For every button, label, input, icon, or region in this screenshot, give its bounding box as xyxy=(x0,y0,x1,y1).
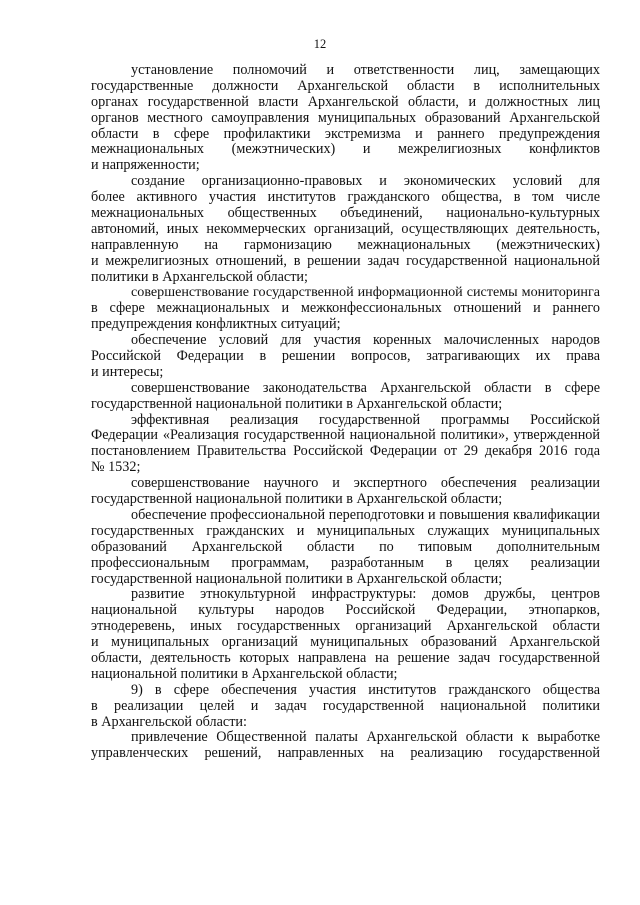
text-line: политики в Архангельской области; xyxy=(91,268,308,285)
paragraph xyxy=(91,413,600,477)
text-line: и интересы; xyxy=(91,363,164,380)
text-line: государственной национальной политики в Архангельской области; xyxy=(91,491,503,508)
text-line: Федерации «Реализация государственной национальной политики», утвержденной xyxy=(91,427,600,444)
text-line: 9) в сфере обеспечения участия институтов гражданского общества xyxy=(131,681,600,698)
text-line: в Архангельской области: xyxy=(91,713,247,730)
text-line: государственной национальной политики в Архангельской области; xyxy=(91,570,503,587)
text-line: постановлением Правительства Российской Федерации от 29 декабря 2016 года xyxy=(91,443,600,460)
text-line: направленную на гармонизацию межнациональных (межэтнических) xyxy=(91,236,600,253)
body-text xyxy=(91,63,600,762)
text-line: управленческих решений, направленных на реализацию государственной xyxy=(91,745,600,762)
text-line: и межрелигиозных отношений, в решении задач государственной национальной xyxy=(91,252,600,269)
text-line: совершенствование государственной информационной системы мониторинга xyxy=(131,284,600,301)
text-line: Российской Федерации в решении вопросов, затрагивающих их права xyxy=(91,348,600,365)
text-line: органов местного самоуправления муниципальных образований Архангельской xyxy=(91,109,600,126)
text-line: № 1532; xyxy=(91,459,141,476)
text-line: установление полномочий и ответственности лиц, замещающих xyxy=(131,62,600,78)
text-line: совершенствование научного и экспертного обеспечения реализации xyxy=(131,475,600,492)
paragraph xyxy=(91,587,600,682)
paragraph xyxy=(91,683,600,731)
paragraph xyxy=(91,63,600,174)
text-line: обеспечение профессиональной переподготовки и повышения квалификации xyxy=(131,506,600,523)
paragraph xyxy=(91,730,600,762)
paragraph xyxy=(91,381,600,413)
text-line: и напряженности; xyxy=(91,157,200,174)
text-line: этнодеревень, иных государственных организаций Архангельской области xyxy=(91,618,600,635)
paragraph xyxy=(91,285,600,333)
paragraph xyxy=(91,476,600,508)
text-line: развитие этнокультурной инфраструктуры: домов дружбы, центров xyxy=(131,586,600,603)
text-line: предупреждения конфликтных ситуаций; xyxy=(91,316,341,333)
text-line: органах государственной власти Архангельской области, и должностных лиц xyxy=(91,93,600,110)
paragraph xyxy=(91,174,600,285)
text-line: в реализации целей и задач государственной национальной политики xyxy=(91,697,600,714)
text-line: профессиональным программам, разработанным в целях реализации xyxy=(91,554,600,571)
text-line: национальной культуры народов Российской Федерации, этнопарков, xyxy=(91,602,600,619)
paragraph xyxy=(91,333,600,381)
text-line: более активного участия институтов гражданского общества, в том числе xyxy=(91,189,600,206)
text-line: области в сфере профилактики экстремизма и раннего предупреждения xyxy=(91,125,600,142)
text-line: автономий, иных некоммерческих организаций, осуществляющих деятельность, xyxy=(91,220,600,237)
text-line: межнациональных (межэтнических) и межрелигиозных конфликтов xyxy=(91,141,600,158)
text-line: эффективная реализация государственной программы Российской xyxy=(131,411,600,428)
text-line: создание организационно-правовых и экономических условий для xyxy=(131,173,600,190)
text-line: государственных гражданских и муниципальных служащих муниципальных xyxy=(91,522,600,539)
text-line: межнациональных общественных объединений, национально-культурных xyxy=(91,205,600,222)
text-line: привлечение Общественной палаты Архангельской области к выработке xyxy=(131,729,600,746)
text-line: государственной национальной политики в Архангельской области; xyxy=(91,395,503,412)
text-line: национальной политики в Архангельской области; xyxy=(91,665,398,682)
page-number: 12 xyxy=(313,37,327,51)
text-line: в сфере межнациональных и межконфессиональных отношений и раннего xyxy=(91,300,600,317)
text-line: и муниципальных организаций муниципальных образований Архангельской xyxy=(91,634,600,651)
text-line: государственные должности Архангельской области в исполнительных xyxy=(91,77,600,94)
text-line: образований Архангельской области по типовым дополнительным xyxy=(91,538,600,555)
paragraph xyxy=(91,508,600,587)
text-line: области, деятельность которых направлена на решение задач государственной xyxy=(91,649,600,666)
text-line: совершенствование законодательства Архангельской области в сфере xyxy=(131,379,600,396)
text-line: обеспечение условий для участия коренных малочисленных народов xyxy=(131,332,600,349)
